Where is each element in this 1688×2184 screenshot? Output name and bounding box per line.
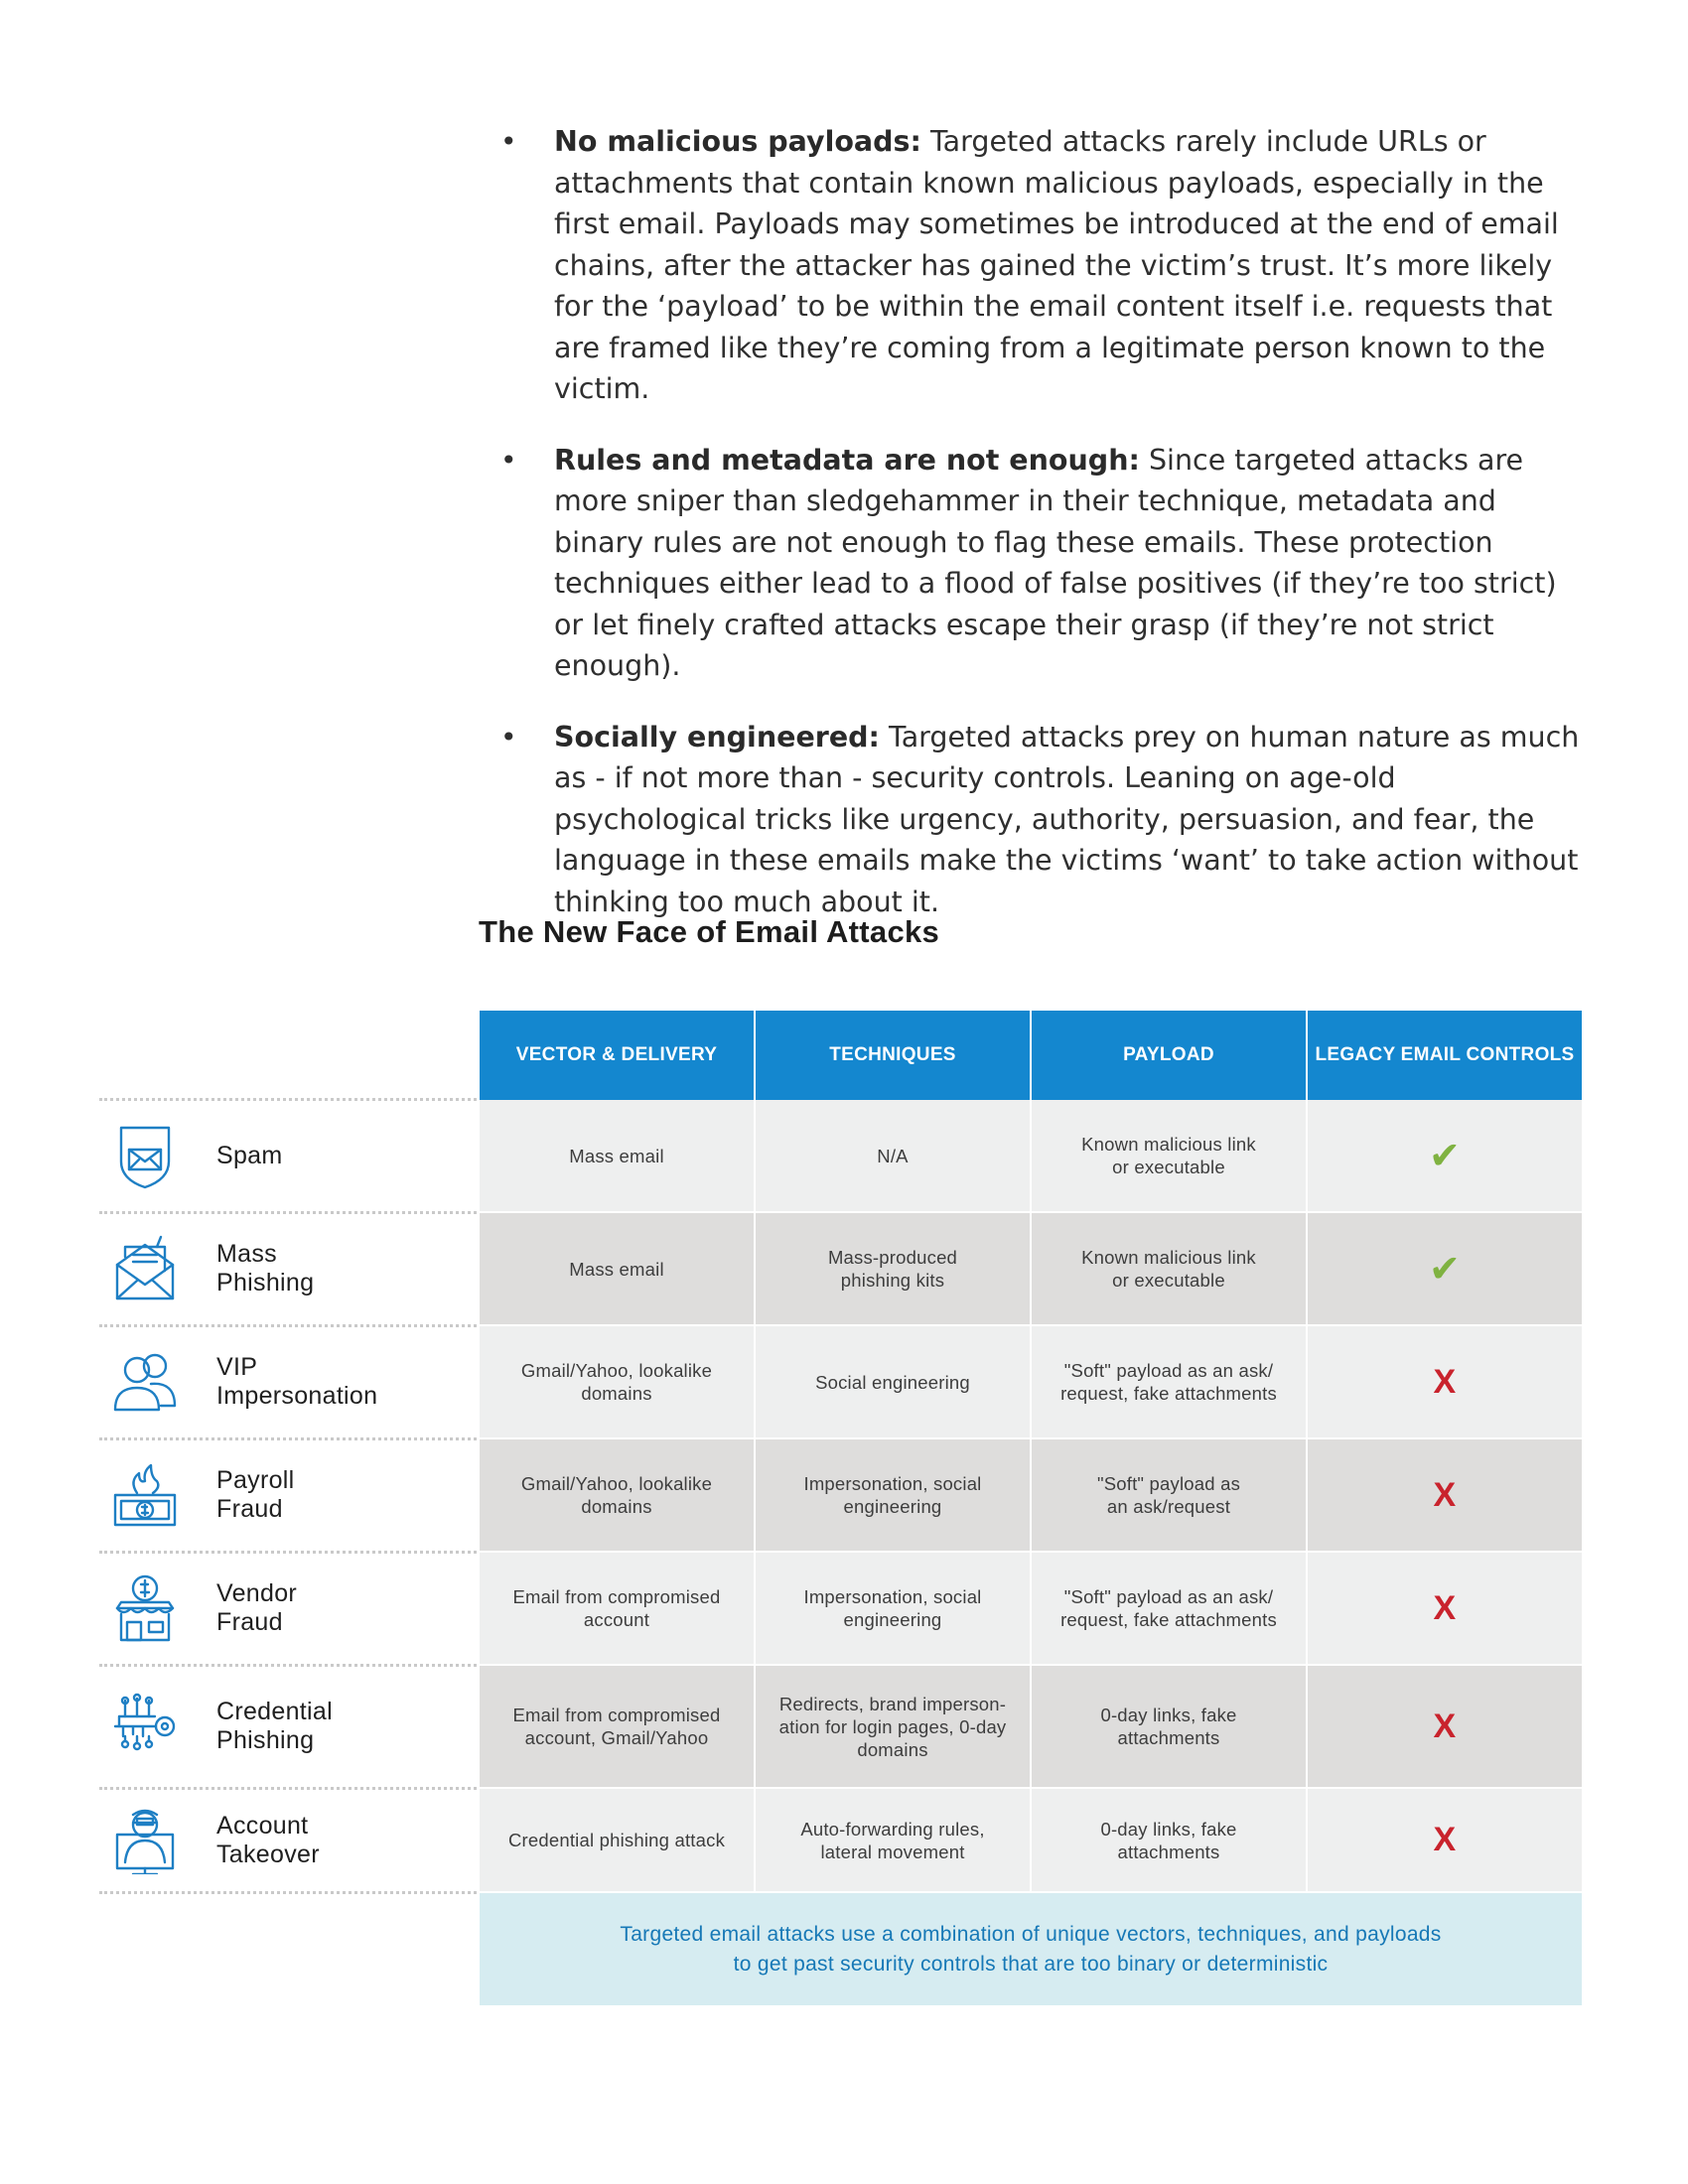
techniques-cell: Impersonation, social engineering bbox=[756, 1553, 1030, 1664]
bullet-dot: • bbox=[500, 720, 517, 753]
vector-cell: Email from compromised account, Gmail/Yahoo bbox=[480, 1666, 754, 1787]
checkmark-icon: ✔ bbox=[1428, 1246, 1462, 1291]
legacy-controls-cell bbox=[1308, 1439, 1582, 1551]
envelope-letter-icon bbox=[111, 1235, 179, 1302]
legacy-controls-cell bbox=[1308, 1553, 1582, 1664]
vector-cell: Mass email bbox=[480, 1213, 754, 1324]
legacy-controls-cell bbox=[1308, 1213, 1582, 1324]
payload-cell: Known malicious link or executable bbox=[1032, 1100, 1306, 1211]
vector-cell: Gmail/Yahoo, lookalike domains bbox=[480, 1326, 754, 1437]
bullet-heading: Rules and metadata are not enough: bbox=[554, 443, 1140, 477]
cross-mark: X bbox=[1433, 1706, 1457, 1745]
legacy-controls-cell bbox=[1308, 1326, 1582, 1437]
bullet-text: Targeted attacks prey on human nature as much as - if not more than - security controls. Leaning on age-old psychological tricks like urgency, authority, persuasion, and fear, the language in these emails make the victims ‘want’ to take action without thinking too much about it. bbox=[554, 720, 1580, 918]
bullet-text: Since targeted attacks are more sniper than sledgehammer in their technique, metadata and binary rules are not enough to flag these emails. These protection techniques either lead to a flood of false positives (if they’re too strict) or let finely crafted attacks escape their grasp (if they’re not strict enough). bbox=[554, 443, 1557, 682]
techniques-cell: N/A bbox=[756, 1100, 1030, 1211]
payload-cell: "Soft" payload as an ask/ request, fake attachments bbox=[1032, 1326, 1306, 1437]
row-label: Account Takeover bbox=[216, 1811, 320, 1868]
row-label: Credential Phishing bbox=[216, 1698, 333, 1754]
techniques-cell: Redirects, brand imperson- ation for login pages, 0-day domains bbox=[756, 1666, 1030, 1787]
row-label: Spam bbox=[216, 1141, 283, 1169]
techniques-cell: Auto-forwarding rules, lateral movement bbox=[756, 1789, 1030, 1891]
payload-cell: 0-day links, fake attachments bbox=[1032, 1789, 1306, 1891]
burning-money-icon bbox=[111, 1461, 179, 1529]
checkmark-icon: ✔ bbox=[1428, 1133, 1462, 1177]
row-divider bbox=[99, 1891, 477, 1894]
column-header: PAYLOAD bbox=[1032, 1011, 1306, 1100]
two-people-icon bbox=[111, 1348, 179, 1416]
bullet-item bbox=[496, 717, 1589, 923]
bullet-item bbox=[496, 121, 1589, 410]
bullet-dot: • bbox=[500, 443, 517, 477]
row-label: VIP Impersonation bbox=[216, 1353, 378, 1410]
techniques-cell: Impersonation, social engineering bbox=[756, 1439, 1030, 1551]
legacy-controls-cell bbox=[1308, 1666, 1582, 1787]
bullet-item bbox=[496, 440, 1589, 687]
cross-mark: X bbox=[1433, 1362, 1457, 1401]
row-divider bbox=[99, 1098, 477, 1101]
bullet-text: Targeted attacks rarely include URLs or attachments that contain known malicious payloads, especially in the first email. Payloads may sometimes be introduced at the end of email chains, after the attacker has gained the victim’s trust. It’s more likely for the ‘payload’ to be within the email content itself i.e. requests that are framed like they’re coming from a legitimate person known to the victim. bbox=[554, 125, 1559, 405]
table-footer-note: Targeted email attacks use a combination of unique vectors, techniques, and payloads to get past security controls that are too binary or deterministic bbox=[480, 1893, 1582, 2005]
cross-mark: X bbox=[1433, 1475, 1457, 1514]
techniques-cell: Mass-produced phishing kits bbox=[756, 1213, 1030, 1324]
vector-cell: Email from compromised account bbox=[480, 1553, 754, 1664]
vector-cell: Mass email bbox=[480, 1100, 754, 1211]
shield-envelope-icon bbox=[111, 1122, 179, 1189]
vector-cell: Credential phishing attack bbox=[480, 1789, 754, 1891]
column-header: VECTOR & DELIVERY bbox=[480, 1011, 754, 1100]
cross-mark: X bbox=[1433, 1588, 1457, 1627]
bullet-heading: Socially engineered: bbox=[554, 720, 880, 753]
payload-cell: "Soft" payload as an ask/request bbox=[1032, 1439, 1306, 1551]
cross-mark: X bbox=[1433, 1821, 1457, 1858]
column-header: TECHNIQUES bbox=[756, 1011, 1030, 1100]
key-network-icon bbox=[111, 1693, 179, 1760]
bullet-list bbox=[496, 121, 1589, 952]
techniques-cell: Social engineering bbox=[756, 1326, 1030, 1437]
section-title: The New Face of Email Attacks bbox=[479, 914, 940, 949]
payload-cell: 0-day links, fake attachments bbox=[1032, 1666, 1306, 1787]
legacy-controls-cell bbox=[1308, 1789, 1582, 1891]
bullet-dot: • bbox=[500, 125, 517, 158]
row-label: Vendor Fraud bbox=[216, 1579, 298, 1636]
legacy-controls-cell bbox=[1308, 1100, 1582, 1211]
payload-cell: "Soft" payload as an ask/ request, fake attachments bbox=[1032, 1553, 1306, 1664]
hacker-monitor-icon bbox=[111, 1807, 179, 1874]
bullet-heading: No malicious payloads: bbox=[554, 125, 921, 158]
payload-cell: Known malicious link or executable bbox=[1032, 1213, 1306, 1324]
row-label: Payroll Fraud bbox=[216, 1466, 295, 1523]
vector-cell: Gmail/Yahoo, lookalike domains bbox=[480, 1439, 754, 1551]
column-header: LEGACY EMAIL CONTROLS bbox=[1308, 1011, 1582, 1100]
row-label: Mass Phishing bbox=[216, 1240, 315, 1297]
storefront-dollar-icon bbox=[111, 1574, 179, 1642]
